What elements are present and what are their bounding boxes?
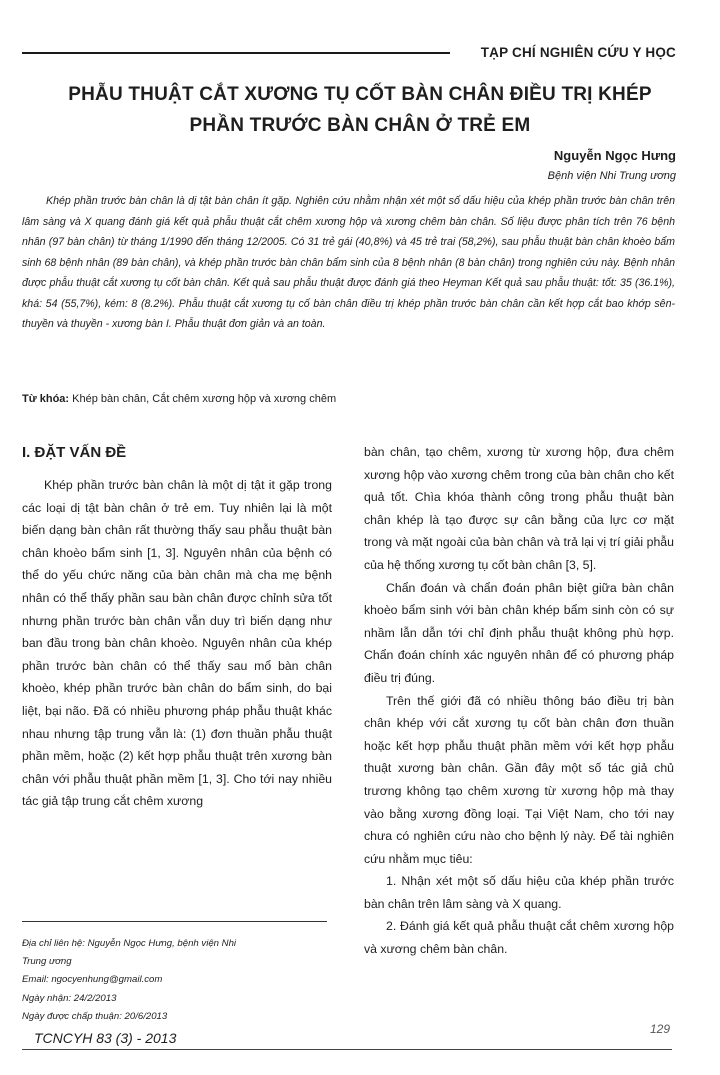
objective-1: 1. Nhận xét một số dấu hiệu của khép phần trước bàn chân trên lâm sàng và X quang. xyxy=(364,874,674,911)
paragraph: bàn chân, tạo chêm, xương từ xương hộp, đưa chêm xương hộp vào xương chêm trong của bàn chân cho kết quả tốt. Chìa khóa thành công trong phẫu thuật bàn chân khép là tạo được sự cân bằng của lực cơ mặt trong và mặt ngoài của bàn chân và trả lại vị trí giải phẫu của hệ thống xương tụ cốt bàn chân [3, 5]. xyxy=(364,445,674,572)
article-title xyxy=(20,79,700,141)
footnote-received: Ngày nhận: 24/2/2013 xyxy=(22,992,117,1004)
paragraph: Khép phần trước bàn chân là một dị tật it gặp trong các loại dị tật bàn chân ở trẻ em. Tuy nhiên lại là một biến dạng bàn chân rất thường thấy sau phẫu thuật bàn chân khoèo bẩm sinh [1, 3]. Nguyên nhân của bệnh có thể do yếu chức năng của bàn chân mà cha mẹ bệnh nhân có thể thấy phần sau bàn chân được chỉnh sửa tốt nhưng phần trước bàn chân vẫn duy trì biến dạng như ban đầu trong bàn chân khoèo. Nguyên nhân của khép phần trước bàn chân có thể thấy sau mổ bàn chân khoèo, khép phần trước bàn chân do bẩm sinh, do bại liệt, bại não. Đã có nhiều phương pháp phẫu thuật khác nhau nhưng tập trung vẫn là: (1) đơn thuần phẫu thuật phần mềm, hoặc (2) kết hợp phẫu thuật trên xương bàn chân với phẫu thuật phần mềm [1, 3]. Cho tới nay nhiều tác giả tập trung cắt chêm xương xyxy=(22,478,332,809)
footer-journal-issue: TCNCYH 83 (3) - 2013 xyxy=(34,1030,177,1046)
footnote-contact-cont: Trung ương xyxy=(22,956,72,968)
header-rule xyxy=(22,52,450,54)
paragraph: Chẩn đoán và chẩn đoán phân biệt giữa bàn chân khoèo bẩm sinh với bàn chân khép bẩm sinh còn có sự nhầm lẫn dẫn tới chỉ định phẫu thuật không phù hợp. Chẩn đoán chính xác nguyên nhân để có phương pháp điều trị đúng. xyxy=(364,580,674,685)
footnote-accepted: Ngày được chấp thuận: 20/6/2013 xyxy=(22,1010,168,1022)
footer-rule xyxy=(22,1049,672,1050)
footnote-contact: Địa chỉ liên hệ: Nguyễn Ngọc Hưng, bệnh viện Nhi xyxy=(22,938,237,949)
left-column xyxy=(22,474,332,813)
journal-name: TẠP CHÍ NGHIÊN CỨU Y HỌC xyxy=(480,45,676,60)
page-number: 129 xyxy=(649,1022,670,1036)
title-line-2: PHẦN TRƯỚC BÀN CHÂN Ở TRẺ EM xyxy=(189,115,531,136)
right-column xyxy=(364,441,674,961)
footnote xyxy=(22,935,236,1026)
objective-2: 2. Đánh giá kết quả phẫu thuật cắt chêm xương hộp và xương chêm bàn chân. xyxy=(364,919,674,957)
keywords xyxy=(22,393,336,405)
abstract: Khép phần trước bàn chân là dị tật bàn chân ít gặp. Nghiên cứu nhằm nhận xét một số dấu hiệu của khép phần trước bàn chân trên lâm sàng và X quang đánh giá kết quả phẫu thuật cắt chêm xương hộp và xương chêm bàn chân. Số liệu được phân tích trên 76 bệnh nhân (97 bàn chân) từ tháng 1/1990 đến tháng 12/2005. Có 31 trẻ gái (40,8%) và 45 trẻ trai (58,2%), sau phẫu thuật bàn chân khoèo bẩm sinh 68 bệnh nhân (89 bàn chân), và khép phần trước bàn chân bẩm sinh của 8 bệnh nhân (8 bàn chân) trong nghiên cứu này. Bệnh nhân được phẫu thuật cắt xương tụ cốt bàn chân. Kết quả sau phẫu thuật được đánh giá theo Heyman Kết quả sau phẫu thuật: tốt: 35 (36.1%), khá: 54 (55,7%), kém: 8 (8.2%). Phẫu thuật cắt xương tụ cố bàn chân điều trị khép phần trước bàn chân cần kết hợp cắt bao khớp sên-thuyền và thuyền - xương bàn I. Phẫu thuật đơn giản và an toàn. xyxy=(22,195,675,330)
footnote-email: Email: ngocyenhung@gmail.com xyxy=(22,974,163,986)
section-heading-introduction: I. ĐẶT VẤN ĐỀ xyxy=(22,444,127,461)
keywords-text: Khép bàn chân, Cắt chêm xương hộp và xương chêm xyxy=(72,393,337,405)
title-line-1: PHẪU THUẬT CẮT XƯƠNG TỤ CỐT BÀN CHÂN ĐIỀU TRỊ KHÉP xyxy=(68,84,652,105)
author-affiliation: Bệnh viện Nhi Trung ương xyxy=(547,170,676,182)
footnote-rule xyxy=(22,921,327,922)
paragraph: Trên thế giới đã có nhiều thông báo điều trị bàn chân khép với cắt xương tụ cốt bàn chân đơn thuần hoặc kết hợp phẫu thuật phần mềm với kết hợp phẫu thuật xương bàn chân. Gần đây một số tác giả chủ trương không tạo chêm xương từ xương hộp mà thay vào bằng xương đồng loại. Tại Việt Nam, cho tới nay chưa có nghiên cứu nào cho bệnh lý này. Để tài nghiên cứu nhằm mục tiêu: xyxy=(364,693,674,866)
author-name: Nguyễn Ngọc Hưng xyxy=(553,148,676,163)
keywords-label: Từ khóa: xyxy=(22,393,70,405)
